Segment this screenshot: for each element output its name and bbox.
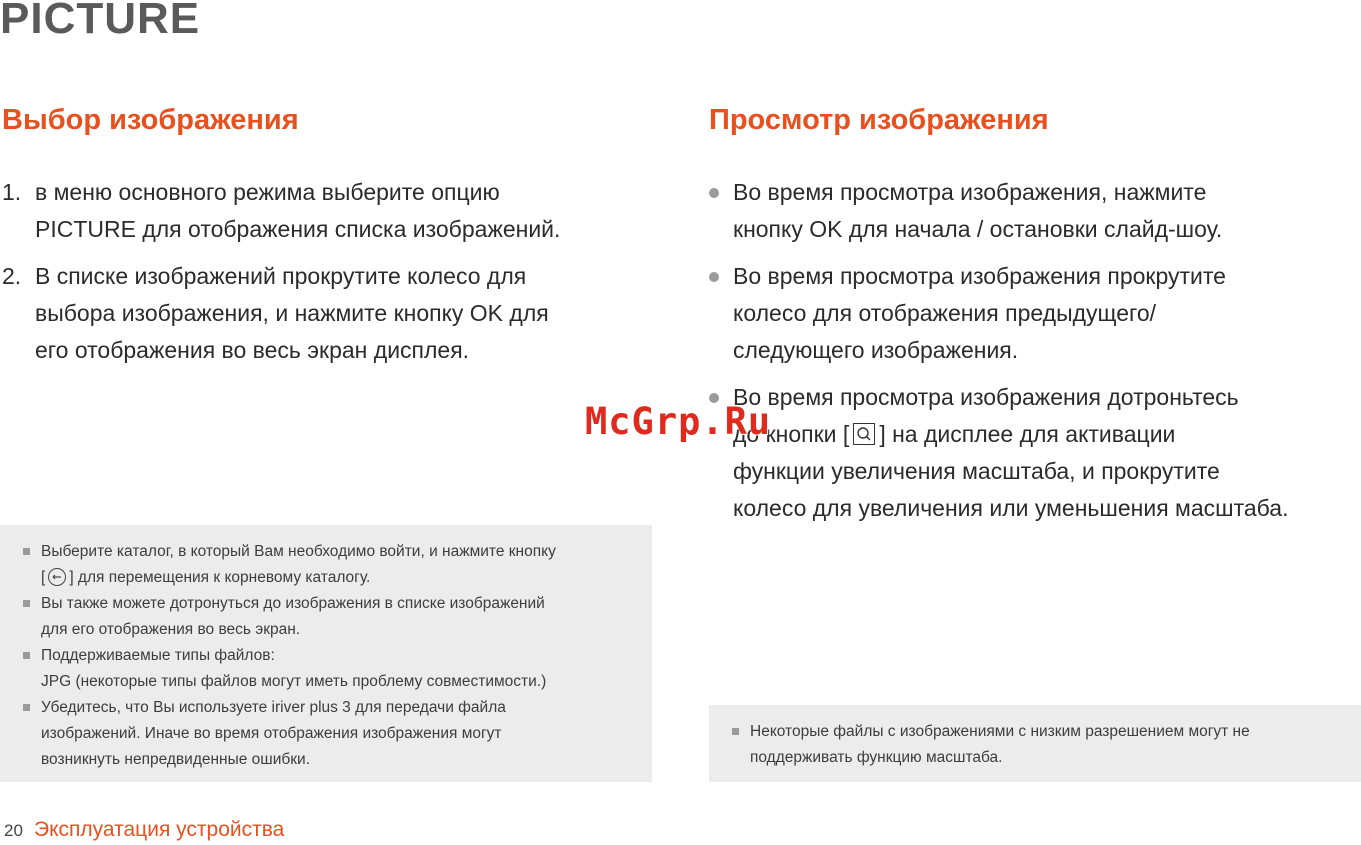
- note-line: Убедитесь, что Вы используете iriver plus 3 для передачи файла: [41, 699, 506, 716]
- step-text-line: PICTURE для отображения списка изображений.: [35, 216, 561, 242]
- step-2: [2, 258, 549, 369]
- zoom-icon: [853, 423, 875, 445]
- bullet-line: Во время просмотра изображения прокрутите: [733, 263, 1226, 289]
- right-notes-box: [709, 705, 1361, 782]
- bullet-line: следующего изображения.: [733, 337, 1019, 363]
- page-title: PICTURE: [0, 0, 201, 43]
- section-heading-select: Выбор изображения: [2, 104, 299, 136]
- bullet-item: [709, 379, 1289, 527]
- note-item: [0, 695, 652, 773]
- bullet-line-with-icon: [709, 416, 1289, 453]
- bullet-line: Во время просмотра изображения дотроньтесь: [733, 384, 1239, 410]
- left-notes-box: [0, 525, 652, 782]
- bullet-item: [709, 174, 1222, 248]
- square-bullet-icon: [23, 652, 30, 659]
- bullet-line: колесо для увеличения или уменьшения масштаба.: [733, 495, 1289, 521]
- bracket-open: [: [41, 569, 46, 586]
- square-bullet-icon: [23, 548, 30, 555]
- note-line: для его отображения во весь экран.: [41, 621, 301, 638]
- note-line: Поддерживаемые типы файлов:: [41, 647, 275, 664]
- note-line: Выберите каталог, в который Вам необходимо войти, и нажмите кнопку: [41, 543, 556, 560]
- square-bullet-icon: [732, 728, 739, 735]
- note-line-with-icon: [41, 565, 652, 591]
- note-line-rest: ] для перемещения к корневому каталогу.: [69, 569, 371, 586]
- bullet-line: Во время просмотра изображения, нажмите: [733, 179, 1207, 205]
- step-text-line: в меню основного режима выберите опцию: [35, 179, 500, 205]
- round-bullet-icon: [709, 188, 719, 198]
- round-bullet-icon: [709, 272, 719, 282]
- footer-title: Эксплуатация устройства: [34, 818, 285, 841]
- watermark-text: McGrp.Ru: [585, 400, 772, 443]
- note-line: изображений. Иначе во время отображения изображения могут: [41, 725, 502, 742]
- back-icon: [48, 568, 66, 586]
- step-text-line: выбора изображения, и нажмите кнопку OK для: [35, 300, 549, 326]
- bullet-line: функции увеличения масштаба, и прокрутите: [733, 458, 1220, 484]
- step-1: [2, 174, 560, 248]
- step-number: 1.: [2, 179, 22, 205]
- note-item: [709, 719, 1361, 771]
- note-line: Вы также можете дотронуться до изображения в списке изображений: [41, 595, 545, 612]
- bullet-line-part: ] на дисплее для активации: [879, 421, 1176, 447]
- note-item: [0, 591, 652, 643]
- note-line: поддерживать функцию масштаба.: [750, 749, 1003, 766]
- note-item: [0, 643, 652, 695]
- note-line: JPG (некоторые типы файлов могут иметь проблему совместимости.): [41, 673, 547, 690]
- note-line: возникнуть непредвиденные ошибки.: [41, 751, 311, 768]
- step-text-line: В списке изображений прокрутите колесо для: [35, 263, 527, 289]
- note-line: Некоторые файлы с изображениями с низким разрешением могут не: [750, 723, 1250, 740]
- bullet-line: колесо для отображения предыдущего/: [733, 300, 1157, 326]
- bullet-line-part: до кнопки [: [733, 421, 850, 447]
- bullet-line: кнопку OK для начала / остановки слайд-шоу.: [733, 216, 1223, 242]
- square-bullet-icon: [23, 600, 30, 607]
- note-item: [0, 539, 652, 591]
- bullet-item: [709, 258, 1226, 369]
- square-bullet-icon: [23, 704, 30, 711]
- step-number: 2.: [2, 263, 22, 289]
- step-text-line: его отображения во весь экран дисплея.: [35, 337, 470, 363]
- page-number: 20: [4, 821, 23, 840]
- section-heading-view: Просмотр изображения: [709, 104, 1049, 136]
